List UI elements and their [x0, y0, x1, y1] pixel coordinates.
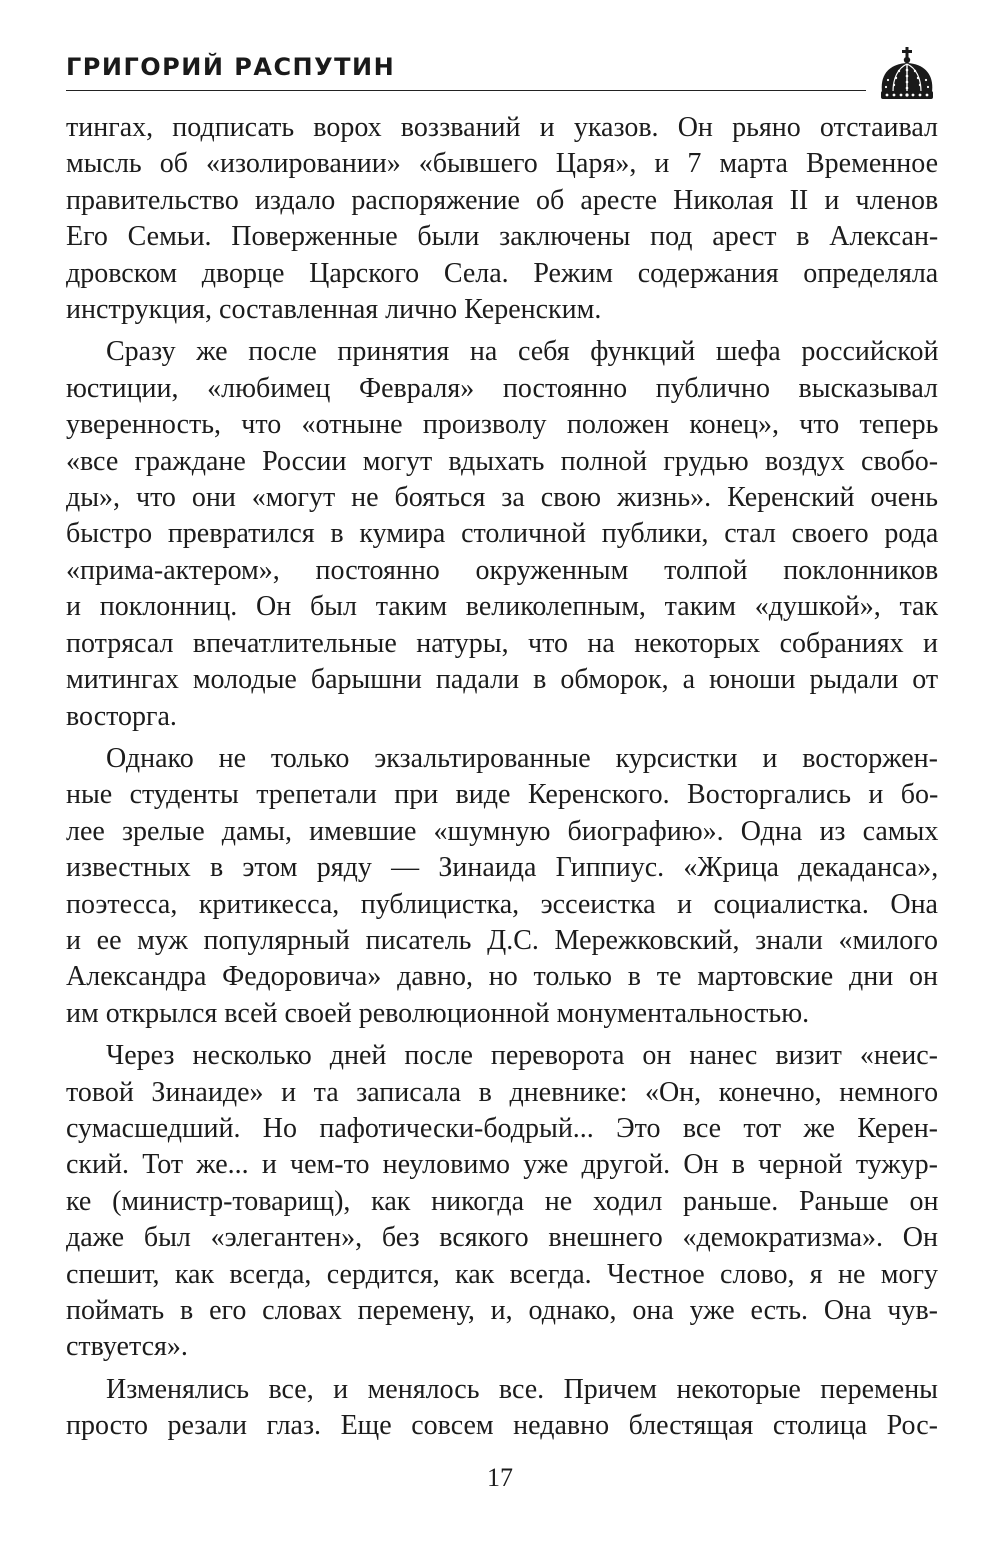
text-line: даже был «элегантен», без всякого внешнего «демократизма». Он [66, 1222, 938, 1254]
text-line: уверенность, что «отныне произволу положен конец», что теперь [66, 409, 939, 441]
paragraph [66, 334, 938, 734]
text-line: «прима-актером», постоянно окруженным толпой поклонников [66, 554, 939, 586]
paragraph [66, 741, 938, 1032]
paragraph [66, 1038, 938, 1366]
text-line: ды», что они «могут не бояться за свою жизнь». Керенский очень [66, 482, 938, 514]
text-line: товой Зинаиде» и та записала в дневнике: «Он, конечно, немного [66, 1076, 939, 1108]
running-title: ГРИГОРИЙ РАСПУТИН [66, 53, 396, 81]
text-line: поймать в его словах перемену, и, однако, она уже есть. Она чув- [66, 1295, 938, 1326]
text-line: и ее муж популярный писатель Д.С. Мережковский, знали «милого [66, 924, 938, 956]
text-line: тингах, подписать ворох воззваний и указов. Он рьяно отстаивал [66, 112, 938, 143]
text-line: ке (министр-товарищ), как никогда не ходил раньше. Раньше он [66, 1185, 939, 1217]
paragraph [66, 110, 938, 328]
text-line: мысль об «изолировании» «бывшего Царя», и 7 марта Временное [66, 148, 938, 180]
text-line: Его Семьи. Поверженные были заключены под арест в Алексан- [66, 221, 939, 253]
imperial-crown-icon [874, 46, 940, 104]
text-line: правительство издало распоряжение об аресте Николая II и членов [66, 184, 939, 216]
text-line: дровском дворце Царского Села. Режим содержания определяла [66, 257, 939, 289]
text-line: юстиции, «любимец Февраля» постоянно публично высказывал [66, 372, 938, 404]
text-line: спешит, как всегда, сердится, как всегда. Честное слово, я не могу [66, 1258, 938, 1290]
paragraph [66, 1372, 938, 1445]
text-line: просто резали глаз. Еще совсем недавно блестящая столица Рос- [66, 1410, 938, 1442]
header-rule [66, 90, 866, 91]
text-line: сумасшедший. Но пафотически-бодрый... Это все тот же Керен- [66, 1112, 938, 1144]
text-line: лее зрелые дамы, имевшие «шумную биографию». Одна из самых [66, 815, 939, 847]
text-line: Однако не только экзальтированные курсистки и восторжен- [106, 742, 938, 774]
text-line: поэтесса, критикесса, публицистка, эссеистка и социалистка. Она [66, 888, 938, 920]
text-line: ский. Тот же... и чем-то неуловимо уже другой. Он в черной тужур- [66, 1149, 938, 1181]
text-line: и поклонниц. Он был таким великолепным, таким «душкой», так [66, 591, 939, 623]
text-line: Сразу же после принятия на себя функций шефа российской [106, 336, 939, 368]
text-line: ные студенты трепетали при виде Керенского. Восторгались и бо- [66, 779, 939, 811]
text-line: известных в этом ряду — Зинаида Гиппиус. «Жрица декаданса», [66, 852, 939, 884]
text-line: быстро превратился в кумира столичной публики, стал своего рода [66, 518, 939, 550]
text-line: «все граждане России могут вдыхать полной грудью воздух свобо- [66, 445, 939, 477]
text-line: ствуется». [66, 1331, 188, 1363]
page-number: 17 [487, 1463, 513, 1492]
text-line: Александра Федоровича» давно, но только в те мартовские дни он [66, 961, 938, 993]
main-text [66, 110, 938, 1451]
text-line: потрясал впечатлительные натуры, что на некоторых собраниях и [66, 627, 938, 659]
text-line: инструкция, составленная лично Керенским. [66, 294, 602, 326]
text-line: восторга. [66, 700, 177, 732]
text-line: Через несколько дней после переворота он нанес визит «неис- [106, 1040, 938, 1072]
text-line: митингах молодые барышни падали в обморок, а юноши рыдали от [66, 664, 939, 696]
page-header [66, 46, 942, 106]
text-line: им открылся всей своей революционной монументальностью. [66, 997, 810, 1029]
text-line: Изменялись все, и менялось все. Причем некоторые перемены [106, 1373, 938, 1405]
